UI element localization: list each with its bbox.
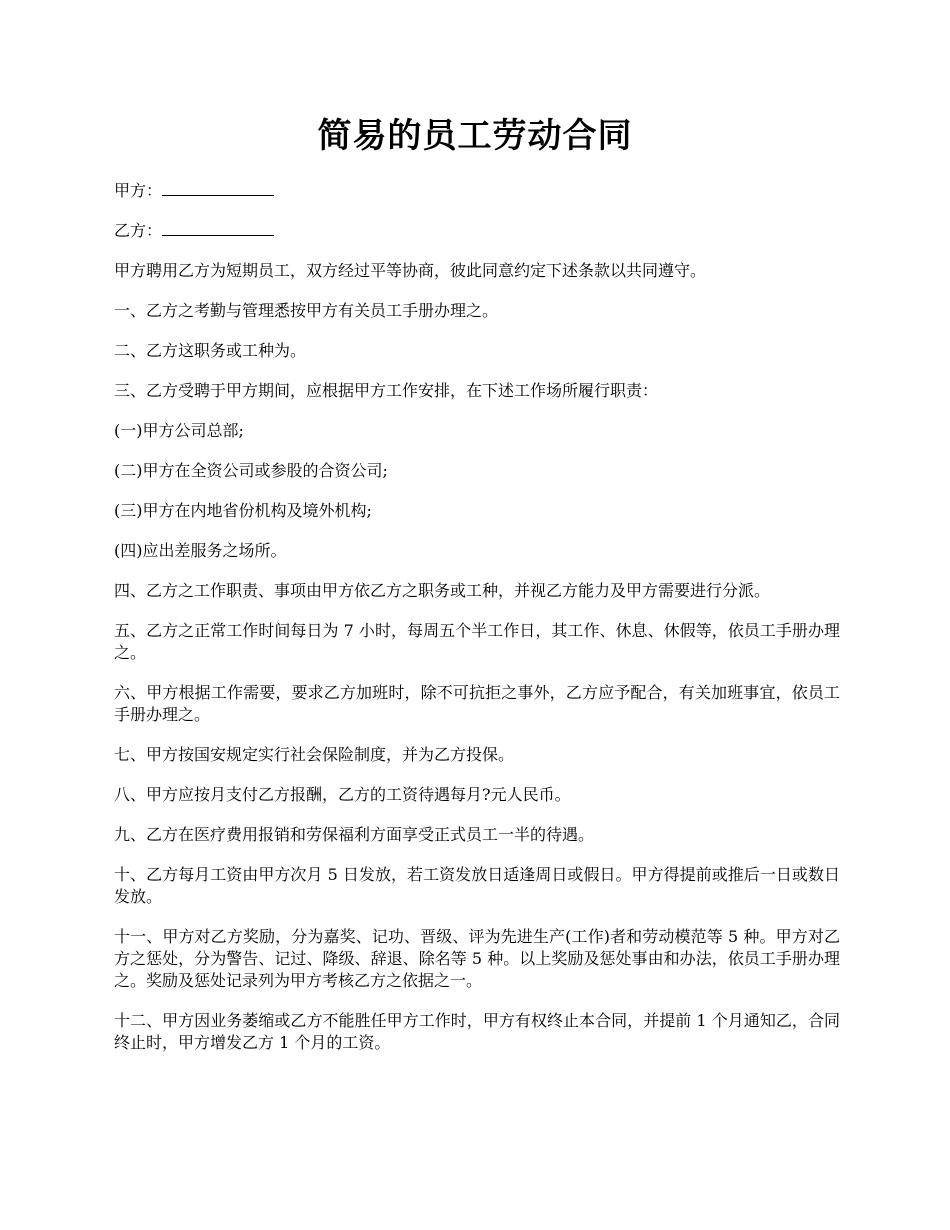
party-a-label: 甲方：	[114, 181, 163, 200]
clause-2: 二、乙方这职务或工种为。	[114, 341, 307, 360]
clause-3-item-1: (一)甲方公司总部;	[114, 421, 244, 440]
clause-3-item-3: (三)甲方在内地省份机构及境外机构;	[114, 501, 372, 520]
clause-3: 三、乙方受聘于甲方期间，应根据甲方工作安排，在下述工作场所履行职责：	[114, 381, 659, 400]
intro-paragraph: 甲方聘用乙方为短期员工，双方经过平等协商，彼此同意约定下述条款以共同遵守。	[114, 261, 707, 280]
clause-5: 五、乙方之正常工作时间每日为 7 小时，每周五个半工作日，其工作、休息、休假等，依员工手册办理之。	[114, 621, 840, 662]
clause-3-item-2: (二)甲方在全资公司或参股的合资公司;	[114, 461, 388, 480]
document-title: 简易的员工劳动合同	[317, 116, 633, 156]
clause-10: 十、乙方每月工资由甲方次月 5 日发放，若工资发放日适逢周日或假日。甲方得提前或推后一日或数日发放。	[114, 865, 840, 906]
clause-1: 一、乙方之考勤与管理悉按甲方有关员工手册办理之。	[114, 301, 499, 320]
clause-9: 九、乙方在医疗费用报销和劳保福利方面享受正式员工一半的待遇。	[114, 825, 595, 844]
party-a-blank	[162, 181, 274, 196]
document-body	[114, 180, 840, 1072]
clause-6: 六、甲方根据工作需要，要求乙方加班时，除不可抗拒之事外，乙方应予配合，有关加班事宜，依员工手册办理之。	[114, 683, 840, 724]
party-b-blank	[162, 221, 274, 236]
clause-3-item-4: (四)应出差服务之场所。	[114, 541, 287, 560]
party-a-line	[114, 180, 840, 202]
clause-4: 四、乙方之工作职责、事项由甲方依乙方之职务或工种，并视乙方能力及甲方需要进行分派。	[114, 581, 771, 600]
clause-7: 七、甲方按国安规定实行社会保险制度，并为乙方投保。	[114, 745, 515, 764]
clause-11: 十一、甲方对乙方奖励，分为嘉奖、记功、晋级、评为先进生产(工作)者和劳动模范等 5 种。甲方对乙方之惩处，分为警告、记过、降级、辞退、除名等 5 种。以上奖励及惩处事由和办法，依员工手册办理之。奖励及惩处记录列为甲方考核乙方之依据之一。	[114, 927, 840, 990]
clause-8: 八、甲方应按月支付乙方报酬，乙方的工资待遇每月?元人民币。	[114, 785, 571, 804]
party-b-line	[114, 220, 840, 242]
party-b-label: 乙方：	[114, 221, 163, 240]
clause-12: 十二、甲方因业务萎缩或乙方不能胜任甲方工作时，甲方有权终止本合同，并提前 1 个月通知乙，合同终止时，甲方增发乙方 1 个月的工资。	[114, 1011, 840, 1052]
